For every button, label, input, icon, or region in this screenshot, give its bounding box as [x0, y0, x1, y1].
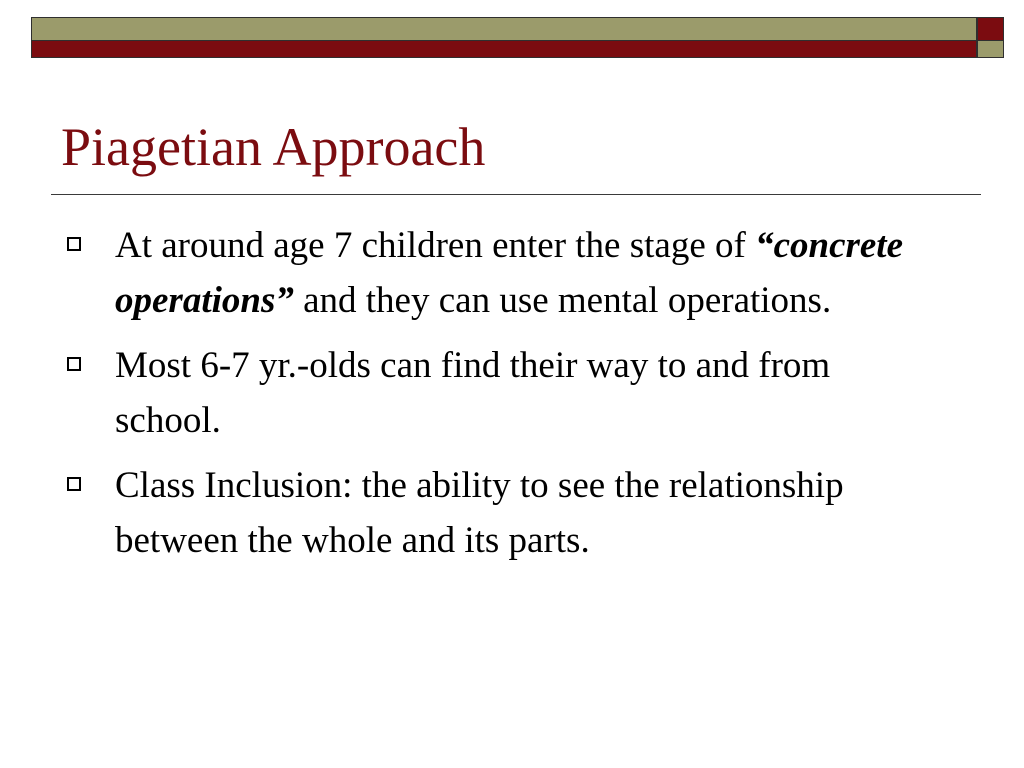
bullet-text: Class Inclusion: the ability to see the relationship between the whole and its parts.: [115, 465, 844, 561]
hollow-square-bullet-icon: [67, 477, 81, 491]
header-corner-square-maroon: [977, 17, 1004, 41]
hollow-square-bullet-icon: [67, 237, 81, 251]
header-corner-square-olive: [977, 41, 1004, 58]
bullet-item: [63, 458, 943, 568]
title-divider: [51, 194, 981, 195]
header-band-maroon: [31, 41, 977, 58]
hollow-square-bullet-icon: [67, 357, 81, 371]
bullet-item: [63, 218, 943, 328]
bullet-list: [63, 218, 943, 578]
header-band-olive: [31, 17, 977, 41]
bullet-text-after: and they can use mental operations.: [293, 280, 832, 321]
bullet-text: [115, 225, 903, 321]
bullet-item: [63, 338, 943, 448]
bullet-text: Most 6-7 yr.-olds can find their way to and from school.: [115, 345, 831, 441]
bullet-text-before: At around age 7 children enter the stage of: [115, 225, 756, 266]
slide-title: Piagetian Approach: [61, 117, 486, 177]
bullet-emphasis: “concrete operations”: [115, 225, 904, 321]
